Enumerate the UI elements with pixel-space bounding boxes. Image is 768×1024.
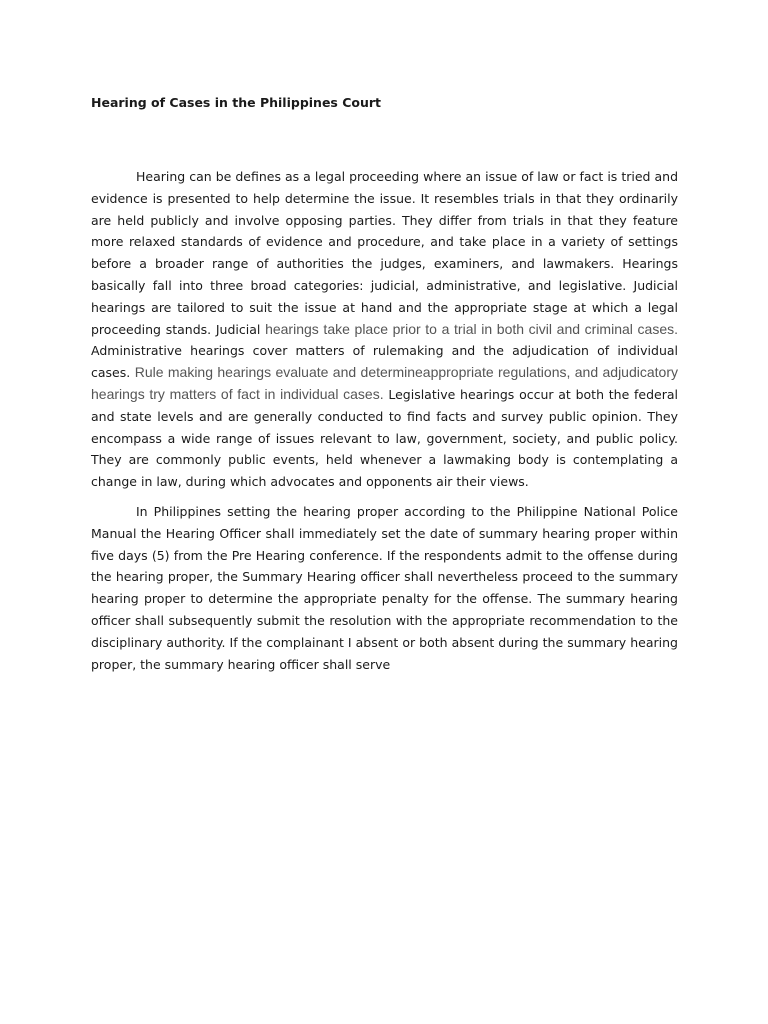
- paragraph-1-text-b: hearings take place prior to a trial in both civil and criminal cases.: [265, 320, 678, 337]
- document-body: [91, 93, 678, 683]
- paragraph-2: In Philippines setting the hearing proper according to the Philippine National Police Manual the Hearing Officer shall immediately set the date of summary hearing proper within five days (5) from the Pre Hearing conference. If the respondents admit to the offense during the hearing proper, the Summary Hearing officer shall nevertheless proceed to the summary hearing proper to determine the appropriate penalty for the offense. The summary hearing officer shall subsequently submit the resolution with the appropriate recommendation to the disciplinary authority. If the complainant I absent or both absent during the summary hearing proper, the summary hearing officer shall serve: [91, 503, 678, 672]
- document-title: Hearing of Cases in the Philippines Court: [91, 95, 382, 110]
- paragraph-1-text-a: Hearing can be defines as a legal proceeding where an issue of law or fact is tried and evidence is presented to help determine the issue. It resembles trials in that they ordinarily are held publicly and involve opposing parties. They differ from trials in that they feature more relaxed standards of evidence and procedure, and take place in a variety of settings before a broader range of authorities the judges, examiners, and lawmakers. Hearings basically fall into three broad categories: judicial, administrative, and legislative. Judicial hearings are tailored to suit the issue at hand and the appropriate stage at which a legal proceeding stands. Judicial: [91, 169, 678, 337]
- paragraph-1-text-c: Administrative hearings cover matters of rulemaking and the adjudication of individual cases.: [91, 343, 678, 381]
- paragraph-1: [91, 166, 678, 493]
- paragraph-1-text-d: Rule making hearings evaluate and determineappropriate regulations, and adjudicatory hearings try matters of fact in individual cases.: [91, 364, 678, 402]
- paragraph-1-text-e: Legislative hearings occur at both the federal and state levels and are generally conducted to find facts and survey public opinion. They encompass a wide range of issues relevant to law, government, society, and public policy. They are commonly public events, held whenever a lawmaking body is contemplating a change in law, during which advocates and opponents air their views.: [91, 386, 679, 490]
